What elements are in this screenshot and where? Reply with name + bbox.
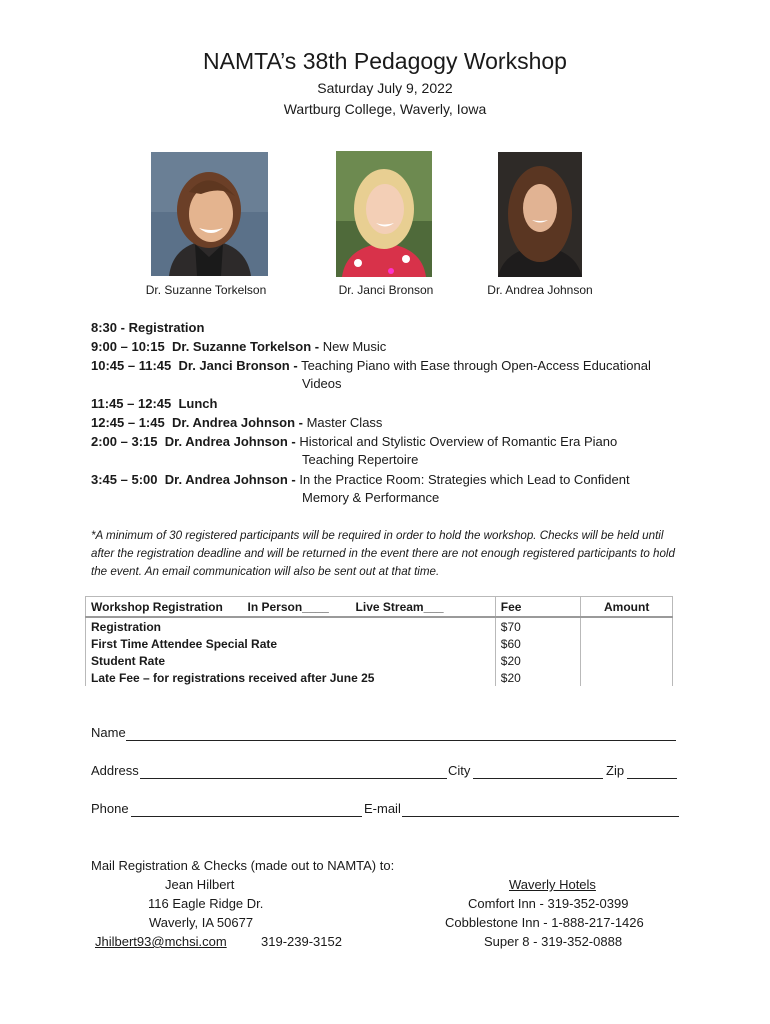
schedule-topic-continued: Memory & Performance [302,490,440,505]
schedule-item [91,318,204,337]
row-amount-field[interactable] [581,652,673,669]
presenter-caption: Dr. Janci Bronson [338,283,434,297]
schedule-time: 9:00 – 10:15 [91,339,165,354]
registration-table [85,596,673,686]
table-row [86,635,673,652]
contact-street: 116 Eagle Ridge Dr. [148,896,264,911]
phone-field[interactable] [131,816,362,817]
schedule-item [91,470,630,489]
row-label: First Time Attendee Special Rate [86,635,496,652]
schedule-topic: Master Class [306,415,383,430]
contact-name: Jean Hilbert [165,877,235,892]
presenter-caption: Dr. Andrea Johnson [487,283,593,297]
city-field[interactable] [473,778,603,779]
table-row [86,669,673,686]
schedule-topic: In the Practice Room: Strategies which Lead to Confident [299,472,630,487]
hotel-item: Super 8 - 319-352-0888 [484,934,623,949]
address-label: Address [91,763,139,778]
schedule-presenter: Dr. Andrea Johnson - [164,434,296,449]
row-amount-field[interactable] [581,617,673,635]
schedule-topic: Historical and Stylistic Overview of Romantic Era Piano [299,434,618,449]
schedule-presenter: Dr. Andrea Johnson - [171,415,303,430]
city-label: City [448,763,471,778]
schedule-item [91,356,651,375]
schedule-presenter: Dr. Andrea Johnson - [164,472,296,487]
email-field[interactable] [402,816,679,817]
presenter-photo-torkelson [151,152,268,276]
event-date: Saturday July 9, 2022 [317,80,453,96]
schedule-time: 12:45 – 1:45 [91,415,165,430]
mail-heading: Mail Registration & Checks (made out to NAMTA) to: [91,858,395,873]
in-person-option[interactable]: In Person____ [247,599,329,614]
schedule-item [91,432,617,451]
row-fee: $60 [495,635,581,652]
schedule-item [91,394,217,413]
email-label: E-mail [364,801,401,816]
table-row [86,652,673,669]
name-field[interactable] [126,740,676,741]
hotels-heading: Waverly Hotels [509,877,596,892]
minimum-participants-note: *A minimum of 30 registered participants will be required in order to hold the workshop. Checks will be held until after the registration deadline and will be returned in the event there are not enough registered participants to hold the event. An email communication will also be sent out at that time. [91,529,675,578]
hotel-item: Cobblestone Inn - 1-888-217-1426 [445,915,644,930]
table-row [86,617,673,635]
schedule-time: 2:00 – 3:15 [91,434,158,449]
schedule-presenter: Dr. Suzanne Torkelson - [171,339,320,354]
schedule-topic: Teaching Piano with Ease through Open-Access Educational [301,358,651,373]
hotel-item: Comfort Inn - 319-352-0399 [468,896,629,911]
schedule-topic-continued: Videos [302,376,342,391]
schedule-item [91,413,382,432]
zip-field[interactable] [627,778,677,779]
row-label: Student Rate [86,652,496,669]
contact-city-state: Waverly, IA 50677 [149,915,254,930]
contact-phone: 319-239-3152 [261,934,342,949]
presenter-photo-johnson [498,152,582,277]
row-fee: $70 [495,617,581,635]
table-header-fee: Fee [495,597,581,618]
schedule-time: 3:45 – 5:00 [91,472,158,487]
header-workshop-registration: Workshop Registration [91,599,223,614]
schedule-time: 11:45 – 12:45 [91,396,172,411]
schedule-item [91,337,386,356]
address-field[interactable] [140,778,447,779]
row-amount-field[interactable] [581,669,673,686]
schedule-time: 10:45 – 11:45 [91,358,172,373]
table-header-row [86,597,673,618]
row-fee: $20 [495,669,581,686]
presenter-photo-bronson [336,151,432,277]
contact-email-link[interactable]: Jhilbert93@mchsi.com [95,934,227,949]
event-venue: Wartburg College, Waverly, Iowa [283,101,487,117]
name-label: Name [91,725,126,740]
row-fee: $20 [495,652,581,669]
table-header-registration [86,597,496,618]
schedule-presenter: Lunch [178,396,218,411]
schedule-presenter: Dr. Janci Bronson - [178,358,298,373]
live-stream-option[interactable]: Live Stream___ [355,599,444,614]
row-label: Late Fee – for registrations received after June 25 [86,669,496,686]
table-header-amount: Amount [581,597,673,618]
row-label: Registration [86,617,496,635]
zip-label: Zip [606,763,625,778]
row-amount-field[interactable] [581,635,673,652]
phone-label: Phone [91,801,129,816]
schedule-topic: New Music [322,339,387,354]
presenter-caption: Dr. Suzanne Torkelson [145,283,267,297]
page-title: NAMTA’s 38th Pedagogy Workshop [203,48,567,74]
schedule-time: 8:30 - Registration [91,320,205,335]
schedule-topic-continued: Teaching Repertoire [302,452,419,467]
